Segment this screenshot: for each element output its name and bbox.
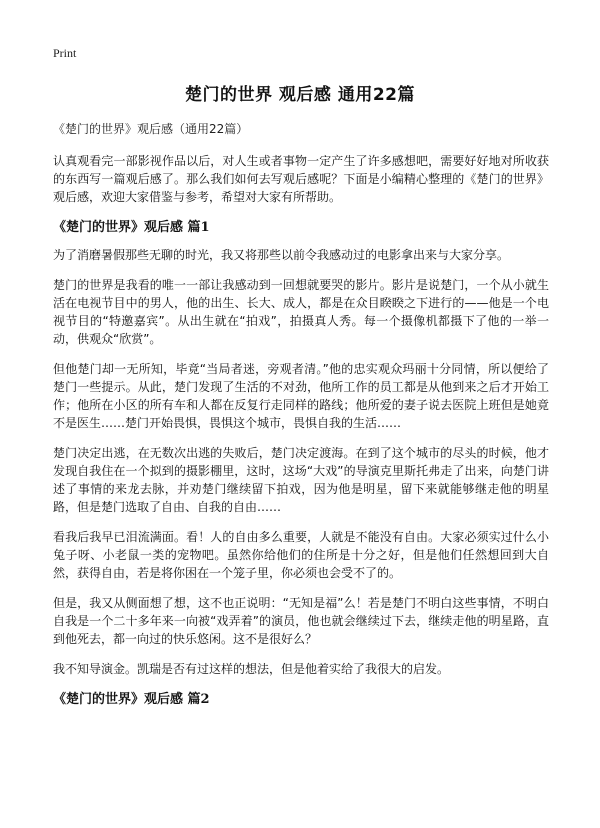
- document-body: [53, 120, 549, 718]
- intro-paragraph: 认真观看完一部影视作品以后，对人生或者事物一定产生了许多感想吧，需要好好地对所收获的东西写一篇观后感了。那么我们如何去写观后感呢？下面是小编精心整理的《楚门的世界》观后感，欢迎大家借鉴与参考，希望对大家有所帮助。: [53, 154, 549, 204]
- section-heading: 《楚门的世界》观后感 篇2: [53, 692, 210, 707]
- section-heading: 《楚门的世界》观后感 篇1: [53, 220, 210, 235]
- print-link[interactable]: Print: [53, 46, 77, 60]
- body-paragraph: 但是，我又从侧面想了想，这不也正说明：“无知是福”么！若是楚门不明白这些事情，不明白自我是一个二十多年来一向被“戏弄着”的演员，他也就会继续过下去，继续走他的明星路，直到他死去，都一向过的快乐悠闲。这不是很好么？: [53, 596, 549, 646]
- body-paragraph: 但他楚门却一无所知，毕竟“当局者迷，旁观者清。”他的忠实观众玛丽十分同情，所以便给了楚门一些提示。从此，楚门发现了生活的不对劲，他所工作的员工都是从他到来之后才开始工作；他所在小区的所有车和人都在反复行走同样的路线；他所爱的妻子说去医院上班但是她竟不是医生……楚门开始畏惧，畏惧这个城市，畏惧自我的生活……: [53, 362, 549, 430]
- body-paragraph: 看我后我早已泪流满面。看！人的自由多么重要，人就是不能没有自由。大家必须实过什么小兔子呀、小老鼠一类的宠物吧。虽然你给他们的住所是十分之好，但是他们任然想回到大自然，获得自由，若是将你困在一个笼子里，你必须也会受不了的。: [53, 530, 549, 580]
- document-subtitle: 《楚门的世界》观后感（通用22篇）: [53, 122, 249, 136]
- document-title: 楚门的世界 观后感 通用22篇: [185, 85, 415, 105]
- body-paragraph: 我不知导演金。凯瑞是否有过这样的想法，但是他着实给了我很大的启发。: [53, 662, 450, 676]
- body-paragraph: 为了消磨暑假那些无聊的时光，我又将那些以前令我感动过的电影拿出来与大家分享。: [53, 248, 510, 262]
- body-paragraph: 楚门决定出逃，在无数次出逃的失败后，楚门决定渡海。在到了这个城市的尽头的时候，他才发现自我住在一个拟到的摄影棚里，这时，这场“大戏”的导演克里斯托弗走了出来，向楚门讲述了事情的来龙去脉，并劝楚门继续留下拍戏，因为他是明星，留下来就能够继走他的明星路，但是楚门选取了自由、自我的自由……: [53, 446, 549, 514]
- body-paragraph: 楚门的世界是我看的唯一一部让我感动到一回想就要哭的影片。影片是说楚门，一个从小就生活在电视节目中的男人，他的出生、长大、成人，都是在众目睽睽之下进行的——他是一个电视节目的“特邀嘉宾”。从出生就在“拍戏”，拍摄真人秀。每一个摄像机都摄下了他的一举一动，供观众“欣赏”。: [53, 278, 549, 346]
